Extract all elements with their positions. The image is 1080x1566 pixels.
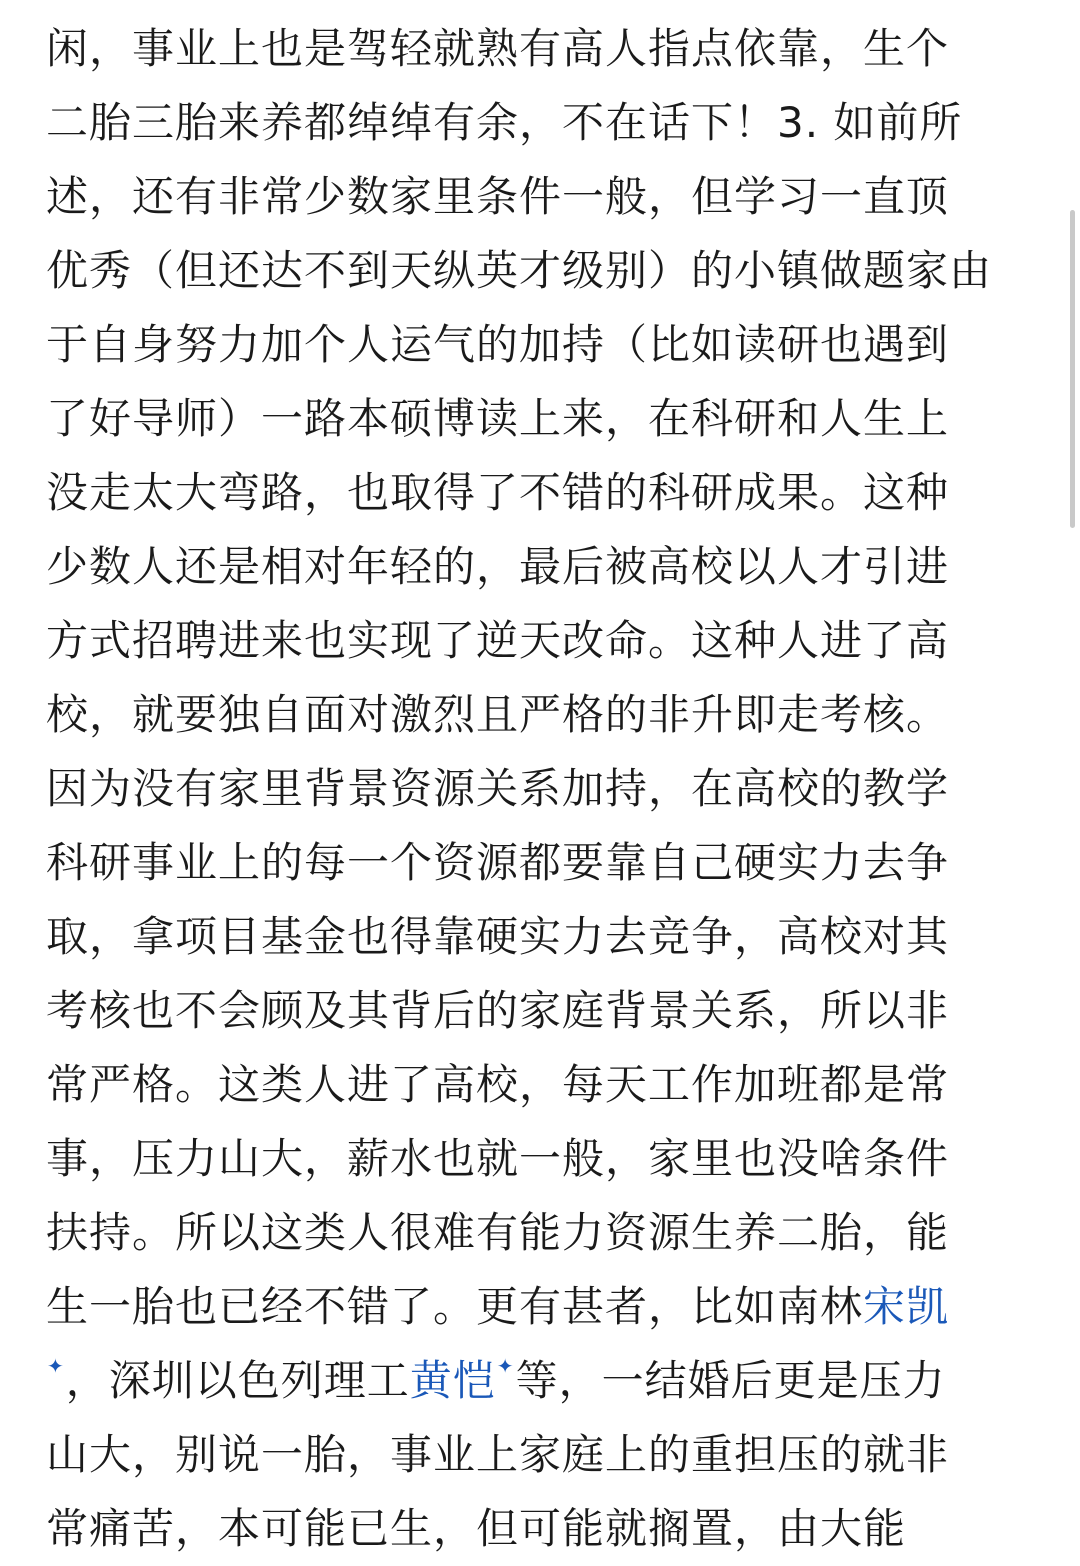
article-line: 方式招聘进来也实现了逆天改命。这种人进了高 <box>46 616 950 665</box>
scrollbar-thumb[interactable] <box>1070 210 1075 528</box>
article-line: 山大，别说一胎，事业上家庭上的重担压的就非 <box>46 1430 950 1479</box>
article-line: 优秀（但还达不到天纵英才级别）的小镇做题家由 <box>46 246 993 295</box>
article-line: 常严格。这类人进了高校，每天工作加班都是常 <box>46 1060 950 1109</box>
article-line: 因为没有家里背景资源关系加持，在高校的教学 <box>46 764 950 813</box>
person-link-huang-kai[interactable]: 黄恺 <box>409 1356 496 1405</box>
article-line: 校，就要独自面对激烈且严格的非升即走考核。 <box>46 690 950 739</box>
article-line: 了好导师）一路本硕博读上来，在科研和人生上 <box>46 394 950 443</box>
article-line <box>46 1344 1036 1418</box>
article-line: 没走太大弯路，也取得了不错的科研成果。这种 <box>46 468 950 517</box>
sparkle-icon[interactable]: ✦ <box>496 1354 515 1378</box>
article-line: 取，拿项目基金也得靠硬实力去竞争，高校对其 <box>46 912 950 961</box>
person-link-song-kai[interactable]: 宋凯 <box>863 1282 950 1331</box>
article-text: ，深圳以色列理工 <box>65 1356 410 1405</box>
article-line: 述，还有非常少数家里条件一般，但学习一直顶 <box>46 172 950 221</box>
sparkle-icon[interactable]: ✦ <box>47 1354 65 1378</box>
article-line: 扶持。所以这类人很难有能力资源生养二胎，能 <box>46 1208 950 1257</box>
article-line: 少数人还是相对年轻的，最后被高校以人才引进 <box>46 542 950 591</box>
article-body <box>46 12 1036 1566</box>
article-line: 考核也不会顾及其背后的家庭背景关系，所以非 <box>46 986 950 1035</box>
article-line: 于自身努力加个人运气的加持（比如读研也遇到 <box>46 320 950 369</box>
article-text: 等，一结婚后更是压力 <box>515 1356 946 1405</box>
article-line: 常痛苦，本可能已生，但可能就搁置，由大能 <box>46 1504 907 1553</box>
article-line: 闲，事业上也是驾轻就熟有高人指点依靠，生个 <box>46 24 950 73</box>
article-line <box>46 1270 1036 1344</box>
article-line: 二胎三胎来养都绰绰有余，不在话下！3. 如前所 <box>46 98 963 147</box>
article-text: 生一胎也已经不错了。更有甚者，比如南林 <box>46 1282 864 1331</box>
article-line: 事，压力山大，薪水也就一般，家里也没啥条件 <box>46 1134 950 1183</box>
article-line: 科研事业上的每一个资源都要靠自己硬实力去争 <box>46 838 950 887</box>
